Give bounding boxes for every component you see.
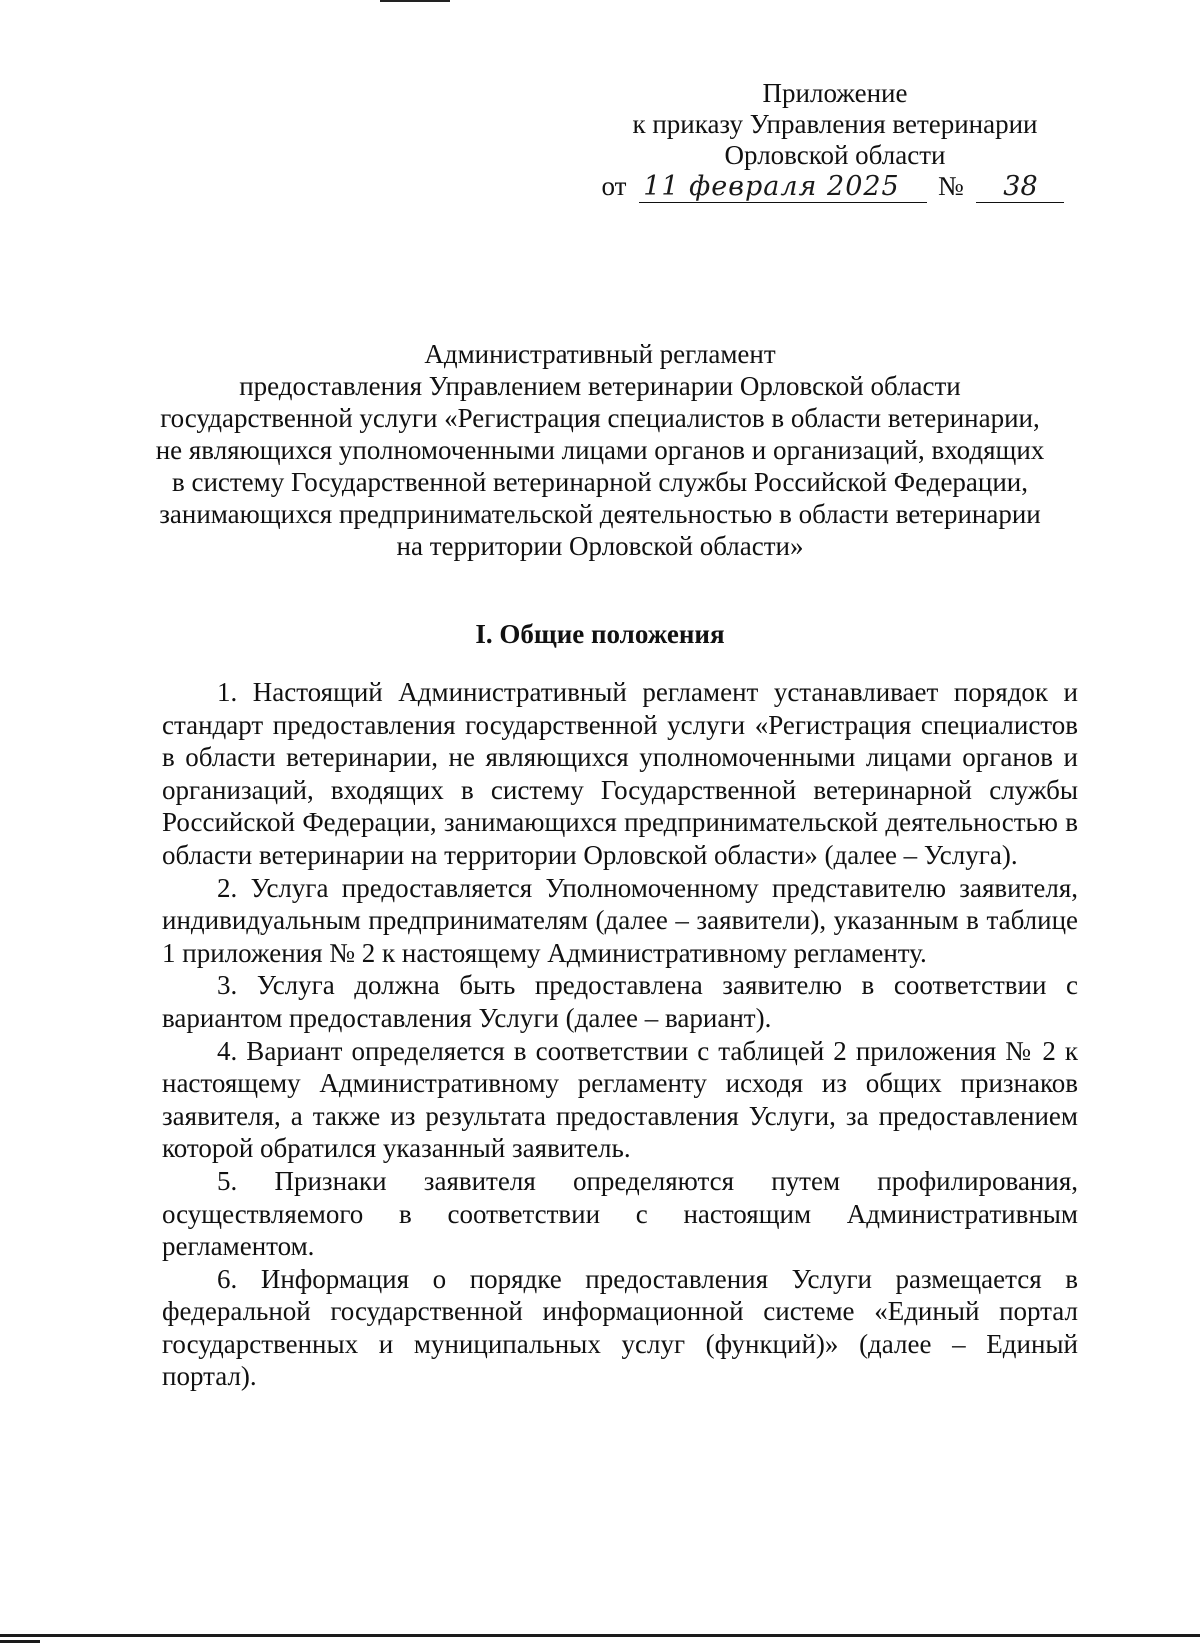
paragraph: 5. Признаки заявителя определяются путем профилирования, осуществляемого в соответствии с настоящим Административным регламентом. <box>162 1165 1078 1262</box>
appendix-order-ref: к приказу Управления ветеринарии <box>632 109 1038 139</box>
title-line: не являющихся уполномоченными лицами органов и организаций, входящих <box>155 435 1045 465</box>
handwritten-date: 11 февраля 2025 <box>639 171 927 203</box>
scan-artifact-top <box>380 0 450 2</box>
appendix-region: Орловской области <box>724 140 946 170</box>
body-text <box>162 676 1078 1393</box>
section-heading: I. Общие положения <box>475 619 725 649</box>
paragraph: 2. Услуга предоставляется Уполномоченному представителю заявителя, индивидуальным предпринимателям (далее – заявители), указанным в таблице 1 приложения № 2 к настоящему Административному регламенту. <box>162 872 1078 968</box>
appendix-title: Приложение <box>762 78 908 108</box>
title-line: предоставления Управлением ветеринарии Орловской области <box>239 371 961 401</box>
from-label: от <box>601 171 627 201</box>
title-line: занимающихся предпринимательской деятельностью в области ветеринарии <box>159 499 1041 529</box>
paragraph: 1. Настоящий Административный регламент устанавливает порядок и стандарт предоставления государственной услуги «Регистрация специалистов в области ветеринарии, не являющихся уполномоченными лицами органов и организаций, входящих в систему Государственной ветеринарной службы Российской Федерации, занимающихся предпринимательской деятельностью в области ветеринарии на территории Орловской области» (далее – Услуга). <box>162 677 1078 870</box>
title-line: в систему Государственной ветеринарной службы Российской Федерации, <box>171 467 1029 497</box>
document-title <box>130 338 1070 562</box>
title-line: Административный регламент <box>424 339 776 369</box>
paragraph: 3. Услуга должна быть предоставлена заявителю в соответствии с вариантом предоставления Услуги (далее – вариант). <box>162 970 1078 1033</box>
paragraph: 4. Вариант определяется в соответствии с таблицей 2 приложения № 2 к настоящему Административному регламенту исходя из общих признаков заявителя, а также из результата предоставления Услуги, за предоставлением которой обратился указанный заявитель. <box>162 1035 1078 1164</box>
number-label: № <box>937 171 964 201</box>
scan-artifact-bottom <box>0 1634 1200 1637</box>
appendix-date-line <box>590 171 1080 203</box>
title-line: на территории Орловской области» <box>396 531 804 561</box>
appendix-header <box>590 78 1080 203</box>
title-line: государственной услуги «Регистрация специалистов в области ветеринарии, <box>160 403 1040 433</box>
paragraph: 6. Информация о порядке предоставления Услуги размещается в федеральной государственной информационной системе «Единый портал государственных и муниципальных услуг (функций)» (далее – Единый портал). <box>162 1263 1078 1392</box>
scan-artifact-bottom-left <box>0 1640 40 1643</box>
handwritten-number: 38 <box>976 171 1064 203</box>
